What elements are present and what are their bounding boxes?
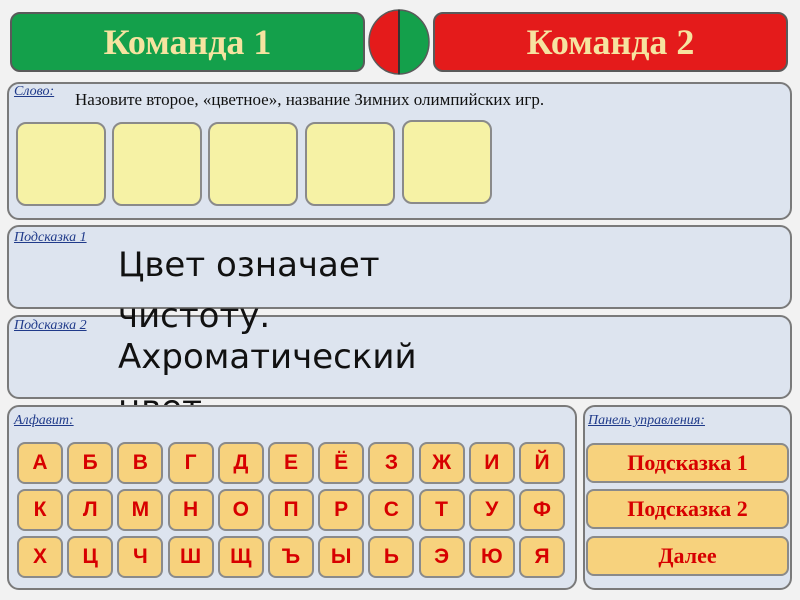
letter-key[interactable]: Х: [17, 536, 63, 578]
hint-2-button[interactable]: Подсказка 2: [586, 489, 789, 529]
letter-cell-3: [208, 122, 298, 206]
letter-cell-4: [305, 122, 395, 206]
letter-key[interactable]: Р: [318, 489, 364, 531]
letter-key[interactable]: П: [268, 489, 314, 531]
letter-key[interactable]: К: [17, 489, 63, 531]
letter-key[interactable]: А: [17, 442, 63, 484]
letter-key[interactable]: Ц: [67, 536, 113, 578]
hint-1-label: Подсказка 1: [14, 230, 87, 245]
letter-cell-5: [402, 120, 492, 204]
letter-cell-2: [112, 122, 202, 206]
next-button[interactable]: Далее: [586, 536, 789, 576]
hint-1-button[interactable]: Подсказка 1: [586, 443, 789, 483]
letter-key[interactable]: Г: [168, 442, 214, 484]
hint-1-text: Цвет означает чистоту.: [118, 245, 380, 336]
letter-key[interactable]: Щ: [218, 536, 264, 578]
letter-key[interactable]: З: [368, 442, 414, 484]
letter-key[interactable]: Ч: [117, 536, 163, 578]
team-1-button[interactable]: Команда 1: [10, 12, 365, 72]
alphabet-label: Алфавит:: [14, 413, 74, 428]
letter-key[interactable]: Я: [519, 536, 565, 578]
team-2-button[interactable]: Команда 2: [433, 12, 788, 72]
question-text: Назовите второе, «цветное», название Зимних олимпийских игр.: [75, 90, 545, 109]
letter-key[interactable]: Ш: [168, 536, 214, 578]
hint-2-label: Подсказка 2: [14, 318, 87, 333]
letter-key[interactable]: Ы: [318, 536, 364, 578]
letter-key[interactable]: Л: [67, 489, 113, 531]
letter-key[interactable]: Ь: [368, 536, 414, 578]
letter-key[interactable]: М: [117, 489, 163, 531]
team-indicator-icon: [367, 8, 431, 76]
hint-2-text: Ахроматический: [118, 337, 417, 377]
letter-key[interactable]: В: [117, 442, 163, 484]
letter-key[interactable]: О: [218, 489, 264, 531]
letter-cell-1: [16, 122, 106, 206]
letter-key[interactable]: Ё: [318, 442, 364, 484]
letter-key[interactable]: Е: [268, 442, 314, 484]
letter-key[interactable]: Й: [519, 442, 565, 484]
letter-key[interactable]: Ъ: [268, 536, 314, 578]
letter-key[interactable]: Н: [168, 489, 214, 531]
word-label: Слово:: [14, 84, 55, 99]
control-panel-label: Панель управления:: [588, 413, 705, 428]
letter-key[interactable]: У: [469, 489, 515, 531]
letter-key[interactable]: Т: [419, 489, 465, 531]
letter-key[interactable]: Ф: [519, 489, 565, 531]
letter-key[interactable]: Ю: [469, 536, 515, 578]
letter-key[interactable]: И: [469, 442, 515, 484]
letter-key[interactable]: Э: [419, 536, 465, 578]
letter-key[interactable]: Ж: [419, 442, 465, 484]
letter-key[interactable]: Б: [67, 442, 113, 484]
letter-key[interactable]: С: [368, 489, 414, 531]
letter-key[interactable]: Д: [218, 442, 264, 484]
